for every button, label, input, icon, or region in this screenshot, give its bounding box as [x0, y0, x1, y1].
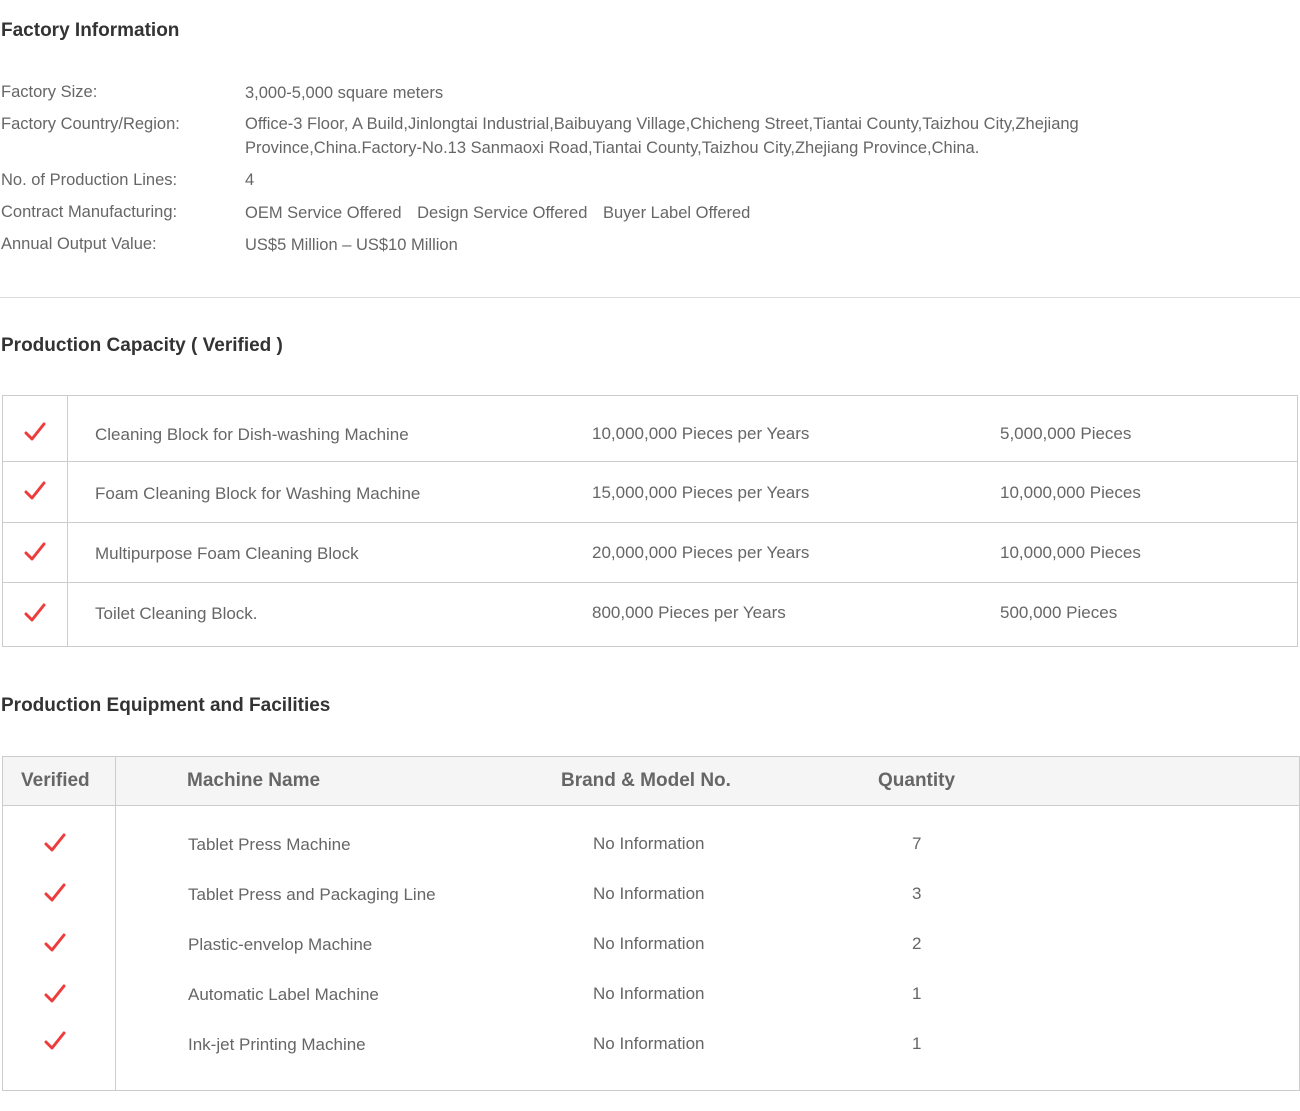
- info-value: 4: [245, 171, 255, 189]
- contract-manufacturing-list: [245, 201, 1205, 225]
- check-icon: [24, 542, 46, 562]
- header-machine-name: Machine Name: [187, 770, 321, 791]
- check-icon: [44, 883, 66, 903]
- info-value: US$5 Million – US$10 Million: [245, 236, 458, 254]
- table-row: [3, 461, 1297, 523]
- table-row: [3, 396, 1297, 462]
- production-capacity: 20,000,000 Pieces per Years: [592, 543, 810, 562]
- header-quantity: Quantity: [878, 770, 956, 791]
- actual-output: 5,000,000 Pieces: [1000, 424, 1132, 443]
- contract-item-oem: OEM Service Offered: [245, 204, 402, 222]
- product-name: Foam Cleaning Block for Washing Machine: [95, 484, 421, 503]
- actual-output: 10,000,000 Pieces: [1000, 483, 1141, 502]
- check-icon: [44, 833, 66, 853]
- check-icon: [44, 1031, 66, 1051]
- quantity: 2: [912, 934, 922, 953]
- contract-item-design: Design Service Offered: [417, 204, 588, 222]
- contract-item-buyer-label: Buyer Label Offered: [602, 204, 751, 222]
- production-capacity: 10,000,000 Pieces per Years: [592, 424, 810, 443]
- table-row: [3, 522, 1297, 583]
- check-icon: [24, 422, 46, 442]
- actual-output: 500,000 Pieces: [1000, 603, 1118, 622]
- production-capacity-table: [2, 395, 1298, 647]
- brand-model: No Information: [593, 934, 705, 953]
- brand-model: No Information: [593, 834, 705, 853]
- info-value: 3,000-5,000 square meters: [245, 84, 444, 102]
- table-header: [3, 757, 1299, 806]
- info-label: Factory Country/Region:: [1, 115, 180, 133]
- equipment-table: [2, 756, 1300, 1091]
- info-label: Factory Size:: [1, 83, 98, 101]
- check-icon: [24, 481, 46, 501]
- info-value: Office-3 Floor, A Build,Jinlongtai Industrial,Baibuyang Village,Chicheng Street,Tiantai County,Taizhou City,Zhejiang Province,China.Factory-No.13 Sanmaoxi Road,Tiantai County,Taizhou City,Zhejiang Province,China.: [245, 115, 1079, 157]
- product-name: Cleaning Block for Dish-washing Machine: [95, 425, 409, 444]
- machine-name: Ink-jet Printing Machine: [188, 1035, 366, 1054]
- production-capacity: 15,000,000 Pieces per Years: [592, 483, 810, 502]
- brand-model: No Information: [593, 984, 705, 1003]
- brand-model: No Information: [593, 884, 705, 903]
- brand-model: No Information: [593, 1034, 705, 1053]
- production-capacity: 800,000 Pieces per Years: [592, 603, 786, 622]
- header-verified: Verified: [21, 770, 90, 791]
- check-icon: [24, 603, 46, 623]
- product-name: Multipurpose Foam Cleaning Block: [95, 544, 359, 563]
- equipment-title: Production Equipment and Facilities: [1, 695, 331, 716]
- table-row: [3, 883, 1299, 913]
- machine-name: Tablet Press Machine: [188, 835, 351, 854]
- info-label: Contract Manufacturing:: [1, 203, 178, 221]
- product-name: Toilet Cleaning Block.: [95, 604, 258, 623]
- check-icon: [44, 933, 66, 953]
- check-icon: [44, 984, 66, 1004]
- quantity: 3: [912, 884, 922, 903]
- table-row: [3, 833, 1299, 863]
- quantity: 1: [912, 984, 922, 1003]
- quantity: 1: [912, 1034, 922, 1053]
- machine-name: Plastic-envelop Machine: [188, 935, 373, 954]
- machine-name: Tablet Press and Packaging Line: [188, 885, 436, 904]
- header-brand-model: Brand & Model No.: [561, 770, 731, 791]
- factory-info-title: Factory Information: [1, 20, 180, 41]
- section-divider: [0, 297, 1300, 298]
- production-capacity-title: Production Capacity ( Verified ): [1, 335, 283, 356]
- info-label: Annual Output Value:: [1, 235, 157, 253]
- machine-name: Automatic Label Machine: [188, 985, 379, 1004]
- actual-output: 10,000,000 Pieces: [1000, 543, 1141, 562]
- info-label: No. of Production Lines:: [1, 171, 178, 189]
- table-row: [3, 983, 1299, 1013]
- quantity: 7: [912, 834, 922, 853]
- table-row: [3, 1031, 1299, 1061]
- table-row: [3, 583, 1297, 646]
- table-row: [3, 933, 1299, 963]
